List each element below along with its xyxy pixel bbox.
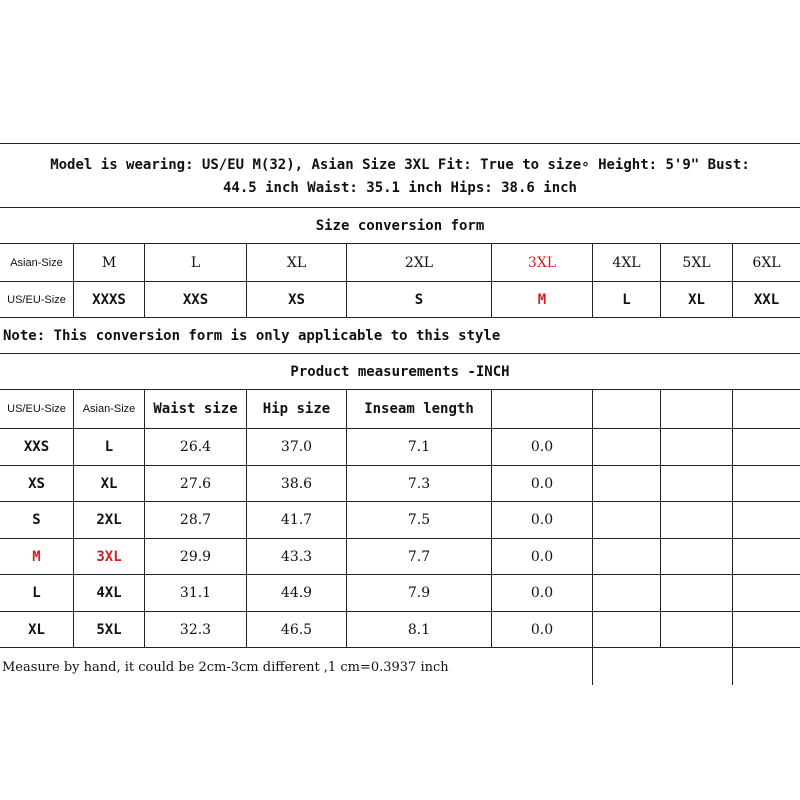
size-chart — [0, 143, 800, 685]
cell-useu-size-highlighted: M — [32, 548, 41, 565]
divider — [0, 647, 800, 648]
asian-size-cell: XL — [286, 254, 307, 271]
useu-size-label: US/EU-Size — [7, 293, 66, 306]
model-info-line-1: Model is wearing: US/EU M(32), Asian Size 3XL Fit: True to size∘ Height: 5'9" Bust: — [50, 157, 750, 173]
cell-useu-size: L — [32, 585, 41, 601]
cell-useu-size: XL — [28, 621, 45, 638]
cell-useu-size: XS — [28, 475, 45, 492]
cell-waist: 27.6 — [179, 475, 212, 492]
cell-waist: 28.7 — [179, 512, 212, 528]
divider — [732, 389, 733, 685]
cell-extra: 0.0 — [530, 439, 554, 455]
cell-waist: 29.9 — [179, 548, 212, 565]
asian-size-cell: 2XL — [404, 254, 434, 271]
useu-size-cell: XXL — [753, 291, 780, 308]
useu-size-cell: XL — [688, 291, 705, 308]
useu-size-cell: XXXS — [92, 291, 126, 308]
header-inseam-length: Inseam length — [364, 401, 474, 417]
cell-asian-size: XL — [100, 475, 118, 492]
divider — [0, 143, 800, 144]
cell-hip: 41.7 — [280, 512, 313, 528]
cell-asian-size-highlighted: 3XL — [96, 548, 122, 565]
measurements-title: Product measurements -INCH — [290, 363, 510, 380]
cell-asian-size: 4XL — [96, 585, 122, 601]
cell-extra: 0.0 — [530, 585, 554, 601]
cell-hip: 44.9 — [280, 585, 313, 601]
footer-note: Measure by hand, it could be 2cm-3cm different ,1 cm=0.3937 inch — [2, 659, 449, 675]
cell-extra: 0.0 — [530, 621, 554, 638]
cell-waist: 26.4 — [179, 439, 212, 455]
useu-size-cell: S — [414, 291, 424, 308]
cell-inseam: 7.5 — [407, 512, 431, 528]
header-hip-size: Hip size — [262, 401, 331, 417]
cell-waist: 32.3 — [179, 621, 212, 638]
divider — [660, 389, 661, 647]
asian-size-label: Asian-Size — [10, 256, 63, 269]
cell-inseam: 7.1 — [407, 439, 431, 455]
header-asian-size: Asian-Size — [82, 403, 136, 415]
cell-extra: 0.0 — [530, 512, 554, 528]
useu-size-cell: XS — [288, 291, 305, 308]
useu-size-cell: L — [622, 291, 631, 308]
cell-asian-size: 2XL — [96, 512, 122, 528]
asian-size-cell: M — [101, 254, 117, 271]
conversion-title: Size conversion form — [315, 217, 485, 234]
cell-useu-size: S — [32, 512, 41, 528]
header-useu-size: US/EU-Size — [7, 403, 66, 415]
cell-hip: 38.6 — [280, 475, 313, 492]
cell-inseam: 7.9 — [407, 585, 431, 601]
cell-extra: 0.0 — [530, 548, 554, 565]
useu-size-cell-highlighted: M — [537, 291, 547, 308]
note-text: Note: This conversion form is only applicable to this style — [3, 327, 501, 344]
asian-size-cell-highlighted: 3XL — [527, 254, 557, 271]
cell-inseam: 8.1 — [407, 621, 431, 638]
asian-size-cell: 6XL — [752, 254, 781, 271]
divider — [592, 389, 593, 685]
model-info-line-2: 44.5 inch Waist: 35.1 inch Hips: 38.6 inch — [222, 180, 577, 196]
cell-hip: 43.3 — [280, 548, 313, 565]
asian-size-cell: 5XL — [682, 254, 711, 271]
cell-hip: 46.5 — [280, 621, 313, 638]
cell-inseam: 7.3 — [407, 475, 431, 492]
cell-useu-size: XXS — [23, 439, 50, 455]
header-waist-size: Waist size — [153, 401, 238, 417]
cell-extra: 0.0 — [530, 475, 554, 492]
useu-size-cell: XXS — [182, 291, 209, 308]
cell-asian-size: 5XL — [96, 621, 122, 638]
asian-size-cell: L — [190, 254, 201, 271]
cell-inseam: 7.7 — [407, 548, 431, 565]
asian-size-cell: 4XL — [612, 254, 641, 271]
cell-waist: 31.1 — [179, 585, 212, 601]
cell-hip: 37.0 — [280, 439, 313, 455]
cell-asian-size: L — [104, 439, 114, 455]
